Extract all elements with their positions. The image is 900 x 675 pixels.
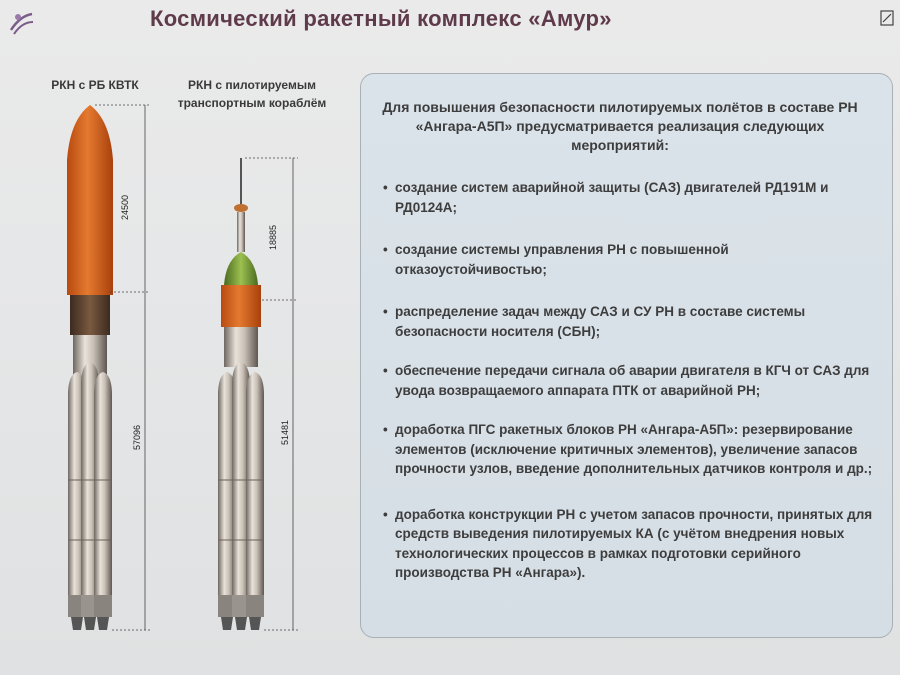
- corner-mark-icon: [880, 10, 894, 26]
- slide-title: Космический ракетный комплекс «Амур»: [150, 6, 612, 31]
- right-boosters: [218, 362, 264, 630]
- list-item: • доработка ПГС ракетных блоков РН «Ангара-А5П»: резервирование элементов (исключение критичных элементов), увеличение запасов прочности узлов, введение дополнительных датчиков контроля и др.;: [383, 420, 883, 479]
- rockets-diagram: [40, 100, 330, 645]
- right-rocket: [218, 158, 298, 630]
- panel-intro: Для повышения безопасности пилотируемых полётов в составе РН «Ангара-А5П» предусматривается реализация следующих мероприятий:: [382, 99, 858, 153]
- right-capsule: [224, 252, 258, 285]
- list-item: • распределение задач между САЗ и СУ РН в составе системы безопасности носителя (СБН);: [383, 302, 883, 341]
- measures-list: [383, 178, 883, 583]
- left-boosters: [68, 362, 112, 630]
- left-fairing: [67, 105, 113, 295]
- safety-measures-panel: [360, 73, 893, 638]
- list-item: • создание системы управления РН с повышенной отказоустойчивостью;: [383, 240, 883, 279]
- left-rocket-caption: РКН с РБ КВТК: [51, 78, 139, 92]
- left-fairing-length-label: 24500: [120, 194, 130, 220]
- right-capsule-length-label: 18885: [268, 224, 278, 250]
- left-rocket: [67, 105, 150, 630]
- right-rocket-caption: РКН с пилотируемым транспортным кораблём: [177, 78, 327, 110]
- roscosmos-logo-icon: [6, 8, 36, 38]
- left-total-length-label: 57096: [132, 424, 142, 450]
- left-upper-stage: [70, 295, 110, 335]
- list-item: • обеспечение передачи сигнала об аварии двигателя в КГЧ от САЗ для увода возвращаемого аппарата ПТК от аварийной РН;: [383, 361, 883, 400]
- right-service-module: [221, 285, 261, 327]
- list-item: • создание систем аварийной защиты (САЗ) двигателей РД191М и РД0124А;: [383, 178, 883, 217]
- right-total-length-label: 51481: [280, 419, 290, 445]
- list-item: • доработка конструкции РН с учетом запасов прочности, принятых для средств выведения пилотируемых КА (с учётом внедрения новых технологических процессов в рамках подготовки серийного производства РН «Ангара»).: [383, 505, 883, 583]
